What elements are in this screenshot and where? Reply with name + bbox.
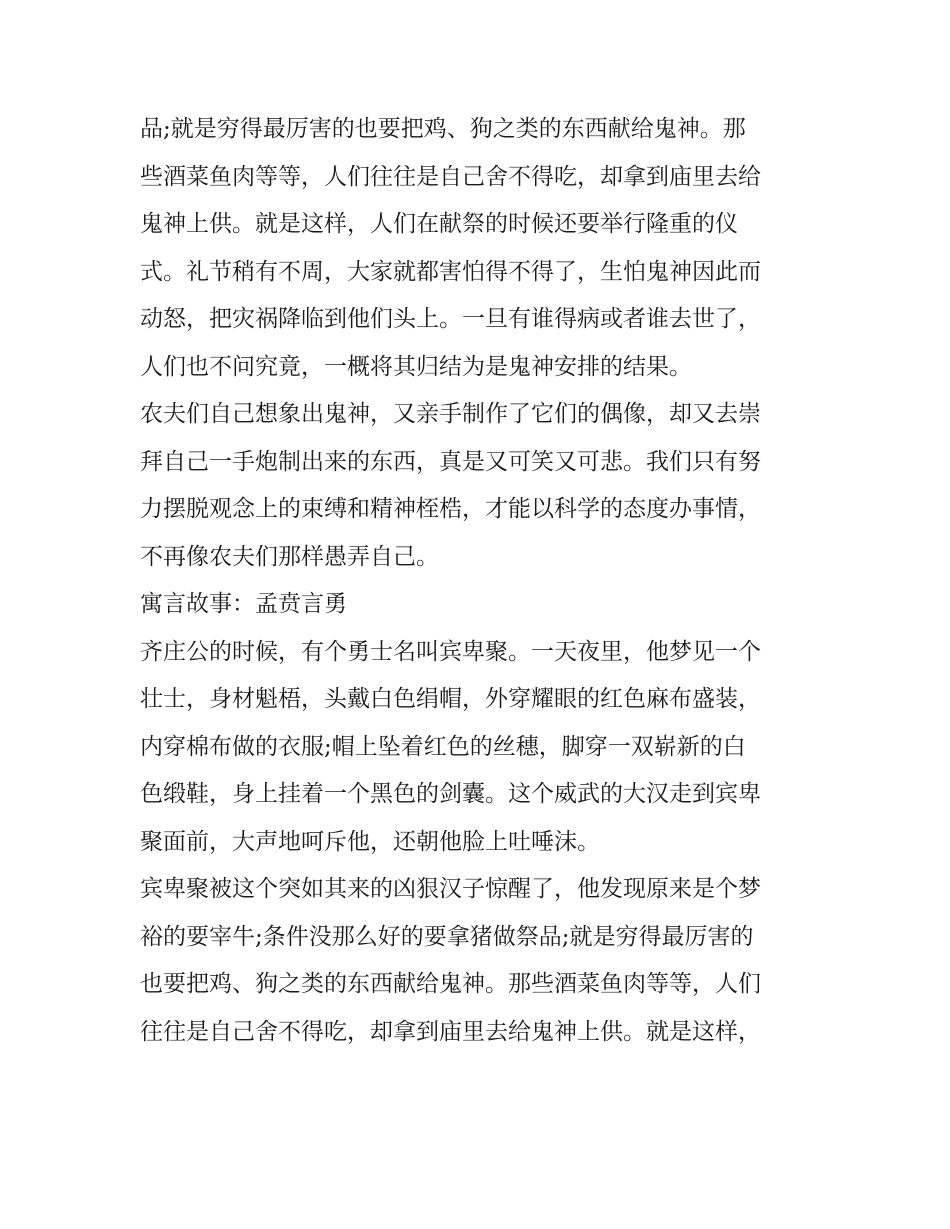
text-line: 不再像农夫们那样愚弄自己。 bbox=[140, 543, 439, 570]
text-line: 拜自己一手炮制出来的东西，真是又可笑又可悲。我们只有努 bbox=[140, 448, 761, 475]
text-line: 聚面前，大声地呵斥他，还朝他脸上吐唾沫。 bbox=[140, 828, 600, 855]
text-line: 些酒菜鱼肉等等，人们往往是自己舍不得吃，却拿到庙里去给 bbox=[140, 163, 761, 190]
text-line: 往往是自己舍不得吃，却拿到庙里去给鬼神上供。就是这样， bbox=[140, 1018, 761, 1045]
text-line: 力摆脱观念上的束缚和精神桎梏，才能以科学的态度办事情， bbox=[140, 496, 761, 522]
text-line: 品;就是穷得最厉害的也要把鸡、狗之类的东西献给鬼神。那 bbox=[140, 116, 746, 142]
body-text bbox=[140, 106, 820, 1056]
text-line: 内穿棉布做的衣服;帽上坠着红色的丝穗，脚穿一双崭新的白 bbox=[140, 733, 746, 760]
text-line: 壮士，身材魁梧，头戴白色绢帽，外穿耀眼的红色麻布盛装， bbox=[140, 686, 761, 712]
text-line: 色缎鞋，身上挂着一个黑色的剑囊。这个威武的大汉走到宾卑 bbox=[140, 781, 761, 807]
text-line: 农夫们自己想象出鬼神，又亲手制作了它们的偶像，却又去崇 bbox=[140, 401, 761, 427]
text-line: 式。礼节稍有不周，大家就都害怕得不得了，生怕鬼神因此而 bbox=[140, 258, 761, 285]
text-line: 齐庄公的时候，有个勇士名叫宾卑聚。一天夜里，他梦见一个 bbox=[140, 638, 761, 665]
section-heading: 寓言故事：孟贲言勇 bbox=[140, 591, 347, 617]
text-line: 也要把鸡、狗之类的东西献给鬼神。那些酒菜鱼肉等等，人们 bbox=[140, 971, 761, 997]
text-line: 鬼神上供。就是这样，人们在献祭的时候还要举行隆重的仪 bbox=[140, 211, 738, 237]
text-line: 动怒，把灾祸降临到他们头上。一旦有谁得病或者谁去世了， bbox=[140, 306, 761, 332]
text-line: 宾卑聚被这个突如其来的凶狠汉子惊醒了，他发现原来是个梦 bbox=[140, 876, 761, 902]
text-line: 人们也不问究竟，一概将其归结为是鬼神安排的结果。 bbox=[140, 353, 692, 380]
text-line: 裕的要宰牛;条件没那么好的要拿猪做祭品;就是穷得最厉害的 bbox=[140, 923, 754, 950]
